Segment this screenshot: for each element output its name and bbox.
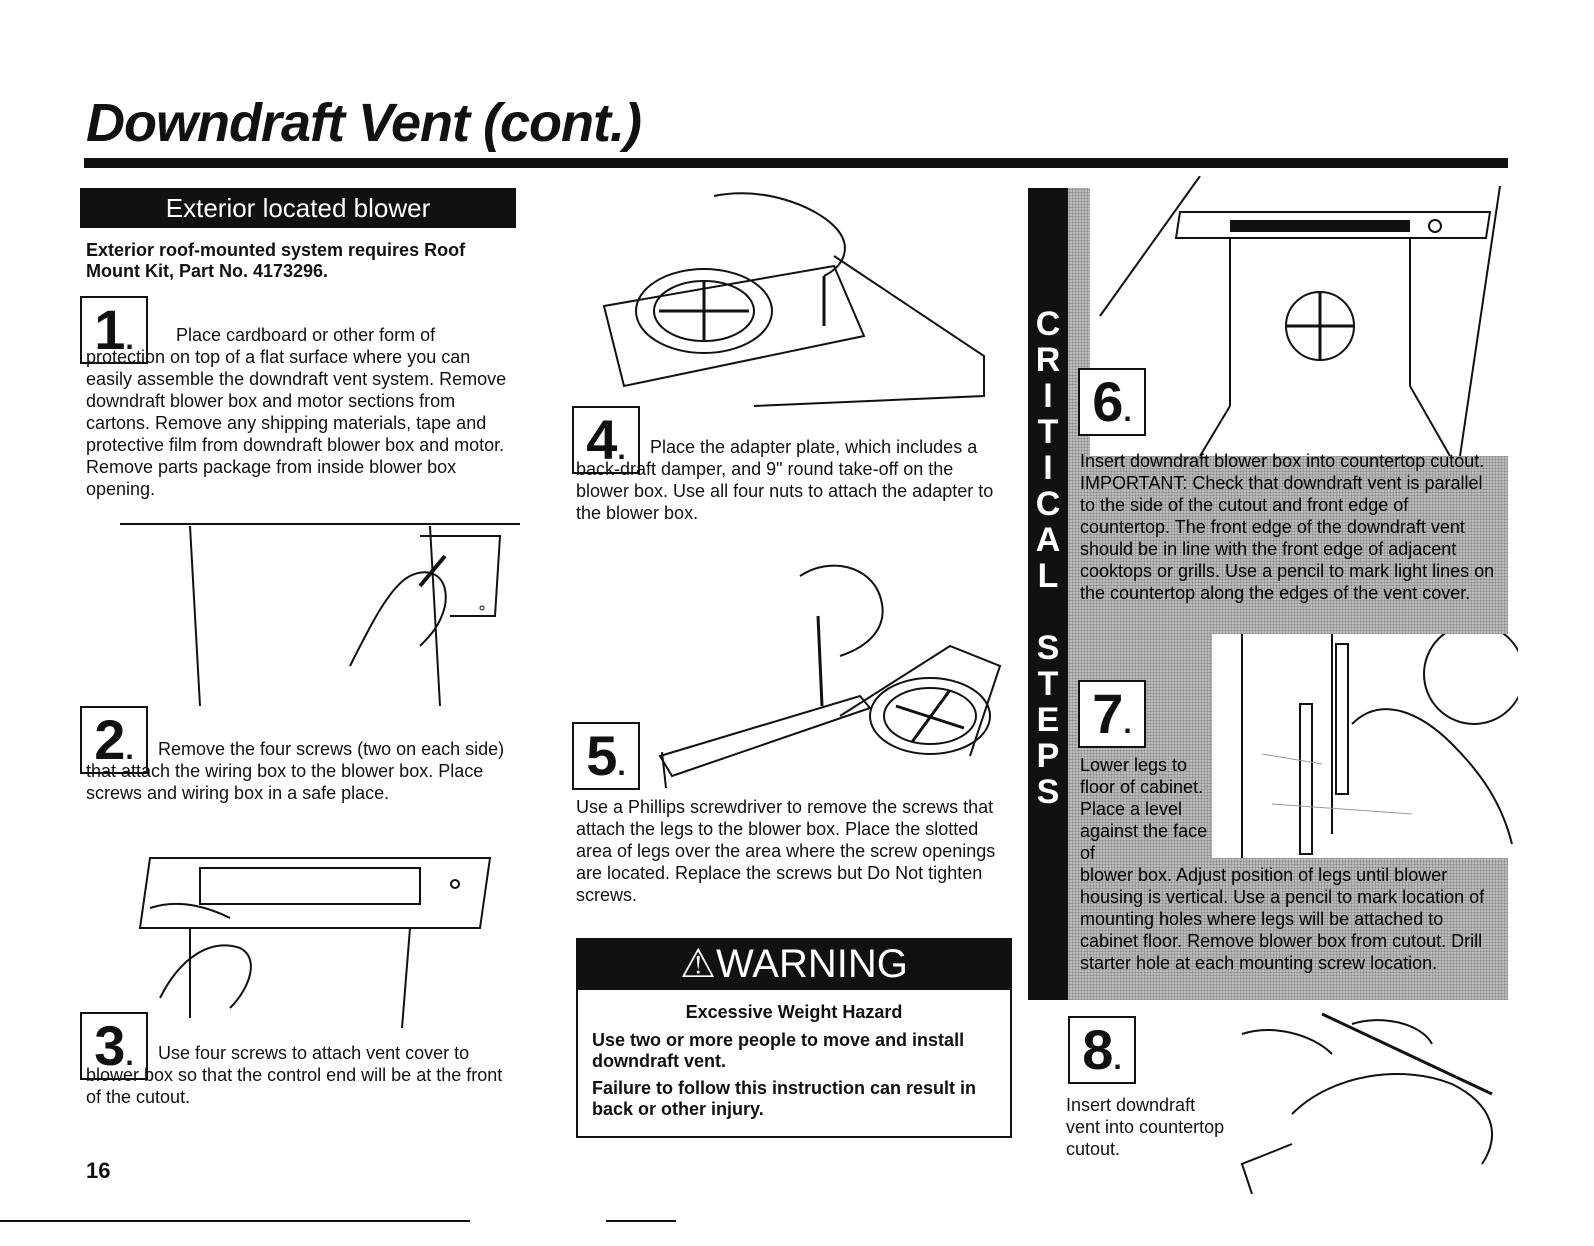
critical-letter: T	[1037, 665, 1059, 703]
critical-letter: R	[1035, 341, 1061, 379]
critical-letter: S	[1036, 773, 1060, 811]
critical-letter	[1028, 594, 1068, 630]
warning-header: ⚠WARNING	[576, 938, 1012, 990]
critical-steps-bar	[1028, 188, 1068, 1000]
critical-letter: I	[1043, 449, 1053, 487]
step-2-number: 2.	[80, 706, 148, 774]
critical-letter: I	[1043, 377, 1053, 415]
warning-line-1: Use two or more people to move and install downdraft vent.	[592, 1030, 965, 1071]
section-header: Exterior located blower	[80, 188, 516, 228]
bottom-rule-left	[0, 1220, 470, 1222]
warning-subtitle: Excessive Weight Hazard	[685, 1002, 903, 1022]
step-5-text: Use a Phillips screwdriver to remove the screws that attach the legs to the blower box. Place the slotted area of legs over the area where the screw openings are located. Replace the screws but Do Not tighten screws.	[576, 797, 996, 905]
section-lead: Exterior roof-mounted system requires Roof Mount Kit, Part No. 4173296.	[86, 240, 466, 281]
critical-letter: P	[1036, 737, 1060, 775]
step-4-text: Place the adapter plate, which includes a back-draft damper, and 9" round take-off on the blower box. Use all four nuts to attach the adapter to the blower box.	[576, 437, 994, 523]
step-2-text: Remove the four screws (two on each side) that attach the wiring box to the blower box. Place screws and wiring box in a safe place.	[86, 739, 505, 803]
page-title: Downdraft Vent (cont.)	[86, 93, 641, 153]
step-6-text: Insert downdraft blower box into countertop cutout. IMPORTANT: Check that downdraft vent is parallel to the side of the cutout and front edge of countertop. The front edge of the downdraft vent should be in line with the front edge of adjacent cooktops or grills. Use a pencil to mark light lines on the countertop along the edges of the vent cover.	[1080, 451, 1495, 603]
step-3-text: Use four screws to attach vent cover to blower box so that the control end will be at the front of the cutout.	[86, 1043, 503, 1107]
step-6-number: 6.	[1078, 368, 1146, 436]
critical-letter: T	[1037, 413, 1059, 451]
step-7-number: 7.	[1078, 680, 1146, 748]
critical-letter: C	[1035, 305, 1061, 343]
critical-letter: A	[1035, 521, 1061, 559]
vent-cover-illustration	[130, 848, 510, 1038]
step-4-number: 4.	[572, 406, 640, 474]
step-5-number: 5.	[572, 722, 640, 790]
insert-vent-illustration	[1232, 1004, 1502, 1194]
legs-illustration	[650, 556, 1006, 794]
step-8-text: Insert downdraft vent into countertop cutout.	[1066, 1095, 1225, 1159]
bottom-rule-mid	[606, 1220, 676, 1222]
step-8-number: 8.	[1068, 1016, 1136, 1084]
step-3-number: 3.	[80, 1012, 148, 1080]
title-rule	[84, 158, 1508, 168]
level-illustration	[1212, 634, 1518, 858]
step-7-text-start: Lower legs to floor of cabinet. Place a level against the face of	[1080, 755, 1208, 863]
warning-triangle-icon: ⚠	[680, 942, 716, 986]
step-1-number: 1.	[80, 296, 148, 364]
adapter-plate-illustration	[594, 186, 1004, 408]
page-number: 16	[86, 1158, 111, 1183]
warning-line-2: Failure to follow this instruction can result in back or other injury.	[592, 1078, 977, 1119]
critical-letter: L	[1037, 557, 1059, 595]
countertop-cutout-illustration	[1090, 176, 1510, 456]
critical-letter: C	[1035, 485, 1061, 523]
critical-letter: S	[1036, 629, 1060, 667]
step-1-text: Place cardboard or other form of protection on top of a flat surface where you can easily assemble the downdraft vent system. Remove downdraft blower box and motor sections from cartons. Remove any shipping materials, tape and protective film from downdraft blower box and motor. Remove parts package from inside blower box opening.	[86, 325, 507, 499]
step-7-text: blower box. Adjust position of legs until blower housing is vertical. Use a pencil to mark location of mounting holes where legs will be attached to cabinet floor. Remove blower box from cutout. Drill starter hole at each mounting screw location.	[1080, 865, 1485, 973]
critical-letter: E	[1036, 701, 1060, 739]
wiring-box-illustration	[110, 516, 530, 716]
